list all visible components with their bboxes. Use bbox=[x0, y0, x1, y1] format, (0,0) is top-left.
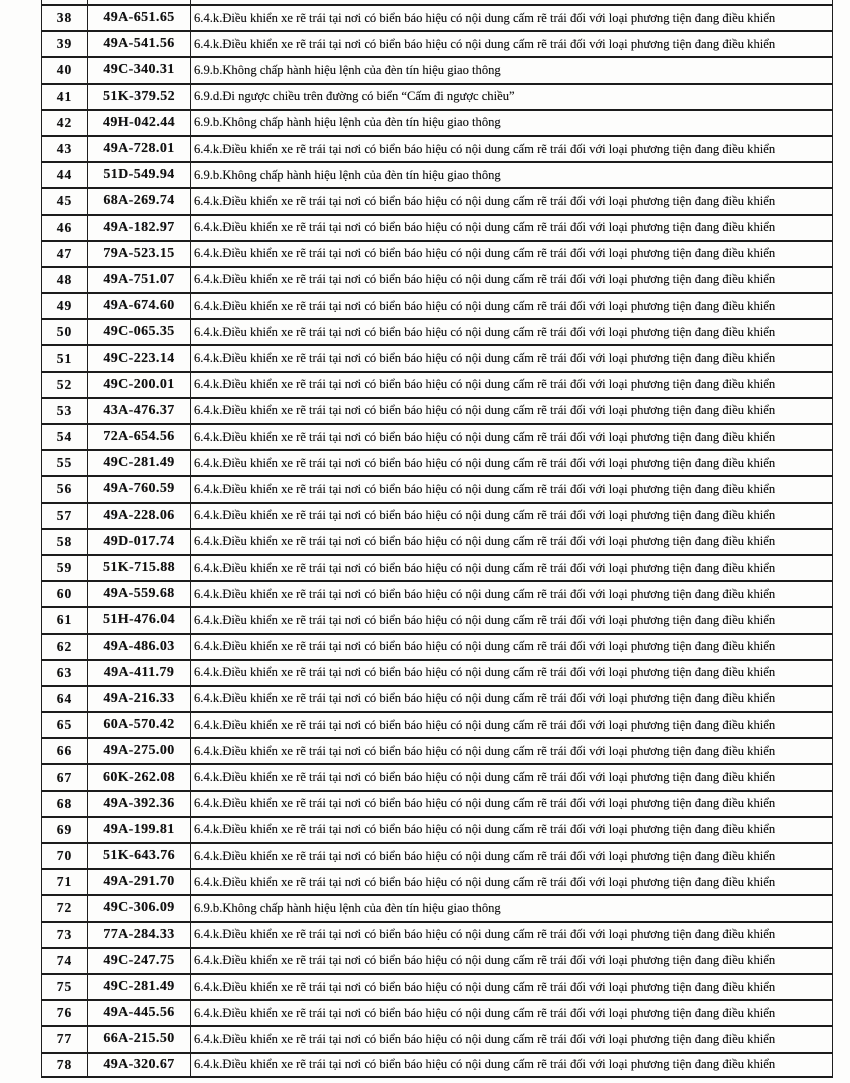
license-plate-cell: 60K-262.08 bbox=[87, 765, 190, 789]
license-plate-cell: 49A-541.56 bbox=[87, 32, 190, 56]
table-row bbox=[41, 999, 833, 1025]
top-stub-no-col bbox=[41, 0, 87, 4]
table-row bbox=[41, 790, 833, 816]
table-row bbox=[41, 475, 833, 501]
license-plate-cell: 49A-182.97 bbox=[87, 216, 190, 240]
violation-description-cell: 6.4.k.Điều khiển xe rẽ trái tại nơi có biển báo hiệu có nội dung cấm rẽ trái đối với loại phương tiện đang điều khiển bbox=[190, 608, 833, 632]
violation-description-cell: 6.4.k.Điều khiển xe rẽ trái tại nơi có biển báo hiệu có nội dung cấm rẽ trái đối với loại phương tiện đang điều khiển bbox=[190, 137, 833, 161]
row-number-cell: 75 bbox=[41, 975, 87, 999]
table-row bbox=[41, 318, 833, 344]
top-stub-violation-col bbox=[190, 0, 833, 4]
license-plate-cell: 49A-651.65 bbox=[87, 6, 190, 30]
violation-description-cell: 6.4.k.Điều khiển xe rẽ trái tại nơi có biển báo hiệu có nội dung cấm rẽ trái đối với loại phương tiện đang điều khiển bbox=[190, 635, 833, 659]
license-plate-cell: 49A-392.36 bbox=[87, 792, 190, 816]
row-number-cell: 74 bbox=[41, 949, 87, 973]
license-plate-cell: 49D-017.74 bbox=[87, 530, 190, 554]
license-plate-cell: 49C-306.09 bbox=[87, 896, 190, 920]
table-row bbox=[41, 816, 833, 842]
row-number-cell: 57 bbox=[41, 504, 87, 528]
row-number-cell: 61 bbox=[41, 608, 87, 632]
row-number-cell: 53 bbox=[41, 399, 87, 423]
row-number-cell: 43 bbox=[41, 137, 87, 161]
violation-description-cell: 6.4.k.Điều khiển xe rẽ trái tại nơi có biển báo hiệu có nội dung cấm rẽ trái đối với loại phương tiện đang điều khiển bbox=[190, 1054, 833, 1076]
table-row bbox=[41, 737, 833, 763]
table-row bbox=[41, 449, 833, 475]
table-row bbox=[41, 397, 833, 423]
row-number-cell: 67 bbox=[41, 765, 87, 789]
violation-description-cell: 6.9.d.Đi ngược chiều trên đường có biển “Cấm đi ngược chiều” bbox=[190, 85, 833, 109]
license-plate-cell: 49A-320.67 bbox=[87, 1054, 190, 1076]
license-plate-cell: 49A-760.59 bbox=[87, 477, 190, 501]
table-row bbox=[41, 56, 833, 82]
row-number-cell: 63 bbox=[41, 661, 87, 685]
license-plate-cell: 51D-549.94 bbox=[87, 163, 190, 187]
row-number-cell: 42 bbox=[41, 111, 87, 135]
row-number-cell: 69 bbox=[41, 818, 87, 842]
violation-description-cell: 6.9.b.Không chấp hành hiệu lệnh của đèn tín hiệu giao thông bbox=[190, 896, 833, 920]
license-plate-cell: 51K-715.88 bbox=[87, 556, 190, 580]
row-number-cell: 54 bbox=[41, 425, 87, 449]
license-plate-cell: 79A-523.15 bbox=[87, 242, 190, 266]
row-number-cell: 77 bbox=[41, 1027, 87, 1051]
violation-table bbox=[41, 0, 833, 1078]
row-number-cell: 47 bbox=[41, 242, 87, 266]
table-row bbox=[41, 894, 833, 920]
row-number-cell: 52 bbox=[41, 373, 87, 397]
violation-description-cell: 6.4.k.Điều khiển xe rẽ trái tại nơi có biển báo hiệu có nội dung cấm rẽ trái đối với loại phương tiện đang điều khiển bbox=[190, 765, 833, 789]
table-row bbox=[41, 292, 833, 318]
license-plate-cell: 49C-223.14 bbox=[87, 346, 190, 370]
violation-description-cell: 6.9.b.Không chấp hành hiệu lệnh của đèn tín hiệu giao thông bbox=[190, 163, 833, 187]
violation-description-cell: 6.4.k.Điều khiển xe rẽ trái tại nơi có biển báo hiệu có nội dung cấm rẽ trái đối với loại phương tiện đang điều khiển bbox=[190, 504, 833, 528]
row-number-cell: 68 bbox=[41, 792, 87, 816]
violation-description-cell: 6.4.k.Điều khiển xe rẽ trái tại nơi có biển báo hiệu có nội dung cấm rẽ trái đối với loại phương tiện đang điều khiển bbox=[190, 216, 833, 240]
violation-description-cell: 6.4.k.Điều khiển xe rẽ trái tại nơi có biển báo hiệu có nội dung cấm rẽ trái đối với loại phương tiện đang điều khiển bbox=[190, 294, 833, 318]
violation-description-cell: 6.4.k.Điều khiển xe rẽ trái tại nơi có biển báo hiệu có nội dung cấm rẽ trái đối với loại phương tiện đang điều khiển bbox=[190, 1027, 833, 1051]
license-plate-cell: 49A-445.56 bbox=[87, 1001, 190, 1025]
row-number-cell: 76 bbox=[41, 1001, 87, 1025]
license-plate-cell: 49A-674.60 bbox=[87, 294, 190, 318]
violation-description-cell: 6.9.b.Không chấp hành hiệu lệnh của đèn tín hiệu giao thông bbox=[190, 111, 833, 135]
table-row bbox=[41, 580, 833, 606]
license-plate-cell: 49C-200.01 bbox=[87, 373, 190, 397]
license-plate-cell: 49C-247.75 bbox=[87, 949, 190, 973]
row-number-cell: 39 bbox=[41, 32, 87, 56]
row-number-cell: 46 bbox=[41, 216, 87, 240]
row-number-cell: 70 bbox=[41, 844, 87, 868]
violation-description-cell: 6.4.k.Điều khiển xe rẽ trái tại nơi có biển báo hiệu có nội dung cấm rẽ trái đối với loại phương tiện đang điều khiển bbox=[190, 373, 833, 397]
table-row bbox=[41, 1025, 833, 1051]
violation-description-cell: 6.4.k.Điều khiển xe rẽ trái tại nơi có biển báo hiệu có nội dung cấm rẽ trái đối với loại phương tiện đang điều khiển bbox=[190, 1001, 833, 1025]
violation-description-cell: 6.4.k.Điều khiển xe rẽ trái tại nơi có biển báo hiệu có nội dung cấm rẽ trái đối với loại phương tiện đang điều khiển bbox=[190, 844, 833, 868]
violation-description-cell: 6.4.k.Điều khiển xe rẽ trái tại nơi có biển báo hiệu có nội dung cấm rẽ trái đối với loại phương tiện đang điều khiển bbox=[190, 32, 833, 56]
table-row bbox=[41, 921, 833, 947]
table-row bbox=[41, 868, 833, 894]
license-plate-cell: 51H-476.04 bbox=[87, 608, 190, 632]
violation-description-cell: 6.4.k.Điều khiển xe rẽ trái tại nơi có biển báo hiệu có nội dung cấm rẽ trái đối với loại phương tiện đang điều khiển bbox=[190, 661, 833, 685]
license-plate-cell: 49C-281.49 bbox=[87, 975, 190, 999]
table-row bbox=[41, 135, 833, 161]
license-plate-cell: 77A-284.33 bbox=[87, 923, 190, 947]
license-plate-cell: 49C-281.49 bbox=[87, 451, 190, 475]
row-number-cell: 78 bbox=[41, 1054, 87, 1076]
table-row bbox=[41, 344, 833, 370]
violation-description-cell: 6.4.k.Điều khiển xe rẽ trái tại nơi có biển báo hiệu có nội dung cấm rẽ trái đối với loại phương tiện đang điều khiển bbox=[190, 949, 833, 973]
row-number-cell: 51 bbox=[41, 346, 87, 370]
violation-description-cell: 6.4.k.Điều khiển xe rẽ trái tại nơi có biển báo hiệu có nội dung cấm rẽ trái đối với loại phương tiện đang điều khiển bbox=[190, 556, 833, 580]
violation-description-cell: 6.4.k.Điều khiển xe rẽ trái tại nơi có biển báo hiệu có nội dung cấm rẽ trái đối với loại phương tiện đang điều khiển bbox=[190, 399, 833, 423]
row-number-cell: 49 bbox=[41, 294, 87, 318]
table-row bbox=[41, 83, 833, 109]
violation-description-cell: 6.4.k.Điều khiển xe rẽ trái tại nơi có biển báo hiệu có nội dung cấm rẽ trái đối với loại phương tiện đang điều khiển bbox=[190, 739, 833, 763]
violation-description-cell: 6.4.k.Điều khiển xe rẽ trái tại nơi có biển báo hiệu có nội dung cấm rẽ trái đối với loại phương tiện đang điều khiển bbox=[190, 713, 833, 737]
violation-description-cell: 6.4.k.Điều khiển xe rẽ trái tại nơi có biển báo hiệu có nội dung cấm rẽ trái đối với loại phương tiện đang điều khiển bbox=[190, 530, 833, 554]
table-row bbox=[41, 214, 833, 240]
table-row bbox=[41, 109, 833, 135]
violation-description-cell: 6.4.k.Điều khiển xe rẽ trái tại nơi có biển báo hiệu có nội dung cấm rẽ trái đối với loại phương tiện đang điều khiển bbox=[190, 346, 833, 370]
license-plate-cell: 43A-476.37 bbox=[87, 399, 190, 423]
violation-description-cell: 6.4.k.Điều khiển xe rẽ trái tại nơi có biển báo hiệu có nội dung cấm rẽ trái đối với loại phương tiện đang điều khiển bbox=[190, 425, 833, 449]
violation-description-cell: 6.4.k.Điều khiển xe rẽ trái tại nơi có biển báo hiệu có nội dung cấm rẽ trái đối với loại phương tiện đang điều khiển bbox=[190, 975, 833, 999]
row-number-cell: 66 bbox=[41, 739, 87, 763]
row-number-cell: 48 bbox=[41, 268, 87, 292]
table-row bbox=[41, 947, 833, 973]
license-plate-cell: 68A-269.74 bbox=[87, 189, 190, 213]
table-row bbox=[41, 763, 833, 789]
row-number-cell: 55 bbox=[41, 451, 87, 475]
violation-description-cell: 6.4.k.Điều khiển xe rẽ trái tại nơi có biển báo hiệu có nội dung cấm rẽ trái đối với loại phương tiện đang điều khiển bbox=[190, 189, 833, 213]
row-number-cell: 64 bbox=[41, 687, 87, 711]
row-number-cell: 56 bbox=[41, 477, 87, 501]
table-row bbox=[41, 161, 833, 187]
violation-description-cell: 6.4.k.Điều khiển xe rẽ trái tại nơi có biển báo hiệu có nội dung cấm rẽ trái đối với loại phương tiện đang điều khiển bbox=[190, 870, 833, 894]
violation-description-cell: 6.4.k.Điều khiển xe rẽ trái tại nơi có biển báo hiệu có nội dung cấm rẽ trái đối với loại phương tiện đang điều khiển bbox=[190, 792, 833, 816]
table-row bbox=[41, 240, 833, 266]
row-number-cell: 40 bbox=[41, 58, 87, 82]
table-row bbox=[41, 4, 833, 30]
table-top-cut-edge bbox=[41, 0, 833, 4]
row-number-cell: 45 bbox=[41, 189, 87, 213]
table-row bbox=[41, 842, 833, 868]
license-plate-cell: 49H-042.44 bbox=[87, 111, 190, 135]
license-plate-cell: 49A-486.03 bbox=[87, 635, 190, 659]
row-number-cell: 65 bbox=[41, 713, 87, 737]
table-row bbox=[41, 1052, 833, 1078]
license-plate-cell: 49A-751.07 bbox=[87, 268, 190, 292]
violation-description-cell: 6.4.k.Điều khiển xe rẽ trái tại nơi có biển báo hiệu có nội dung cấm rẽ trái đối với loại phương tiện đang điều khiển bbox=[190, 6, 833, 30]
table-row bbox=[41, 266, 833, 292]
row-number-cell: 62 bbox=[41, 635, 87, 659]
table-row bbox=[41, 606, 833, 632]
violation-description-cell: 6.4.k.Điều khiển xe rẽ trái tại nơi có biển báo hiệu có nội dung cấm rẽ trái đối với loại phương tiện đang điều khiển bbox=[190, 268, 833, 292]
violation-description-cell: 6.4.k.Điều khiển xe rẽ trái tại nơi có biển báo hiệu có nội dung cấm rẽ trái đối với loại phương tiện đang điều khiển bbox=[190, 923, 833, 947]
license-plate-cell: 60A-570.42 bbox=[87, 713, 190, 737]
license-plate-cell: 49A-411.79 bbox=[87, 661, 190, 685]
table-row bbox=[41, 371, 833, 397]
violation-description-cell: 6.4.k.Điều khiển xe rẽ trái tại nơi có biển báo hiệu có nội dung cấm rẽ trái đối với loại phương tiện đang điều khiển bbox=[190, 687, 833, 711]
violation-description-cell: 6.4.k.Điều khiển xe rẽ trái tại nơi có biển báo hiệu có nội dung cấm rẽ trái đối với loại phương tiện đang điều khiển bbox=[190, 818, 833, 842]
license-plate-cell: 66A-215.50 bbox=[87, 1027, 190, 1051]
row-number-cell: 41 bbox=[41, 85, 87, 109]
violation-description-cell: 6.4.k.Điều khiển xe rẽ trái tại nơi có biển báo hiệu có nội dung cấm rẽ trái đối với loại phương tiện đang điều khiển bbox=[190, 451, 833, 475]
table-row bbox=[41, 502, 833, 528]
license-plate-cell: 49C-065.35 bbox=[87, 320, 190, 344]
license-plate-cell: 49A-291.70 bbox=[87, 870, 190, 894]
table-row bbox=[41, 528, 833, 554]
table-row bbox=[41, 30, 833, 56]
license-plate-cell: 49A-559.68 bbox=[87, 582, 190, 606]
row-number-cell: 72 bbox=[41, 896, 87, 920]
row-number-cell: 44 bbox=[41, 163, 87, 187]
license-plate-cell: 49A-199.81 bbox=[87, 818, 190, 842]
license-plate-cell: 51K-643.76 bbox=[87, 844, 190, 868]
table-row bbox=[41, 633, 833, 659]
row-number-cell: 59 bbox=[41, 556, 87, 580]
license-plate-cell: 49A-275.00 bbox=[87, 739, 190, 763]
table-row bbox=[41, 554, 833, 580]
row-number-cell: 60 bbox=[41, 582, 87, 606]
violation-description-cell: 6.4.k.Điều khiển xe rẽ trái tại nơi có biển báo hiệu có nội dung cấm rẽ trái đối với loại phương tiện đang điều khiển bbox=[190, 320, 833, 344]
violation-description-cell: 6.4.k.Điều khiển xe rẽ trái tại nơi có biển báo hiệu có nội dung cấm rẽ trái đối với loại phương tiện đang điều khiển bbox=[190, 582, 833, 606]
license-plate-cell: 49A-216.33 bbox=[87, 687, 190, 711]
row-number-cell: 73 bbox=[41, 923, 87, 947]
license-plate-cell: 49C-340.31 bbox=[87, 58, 190, 82]
violation-description-cell: 6.4.k.Điều khiển xe rẽ trái tại nơi có biển báo hiệu có nội dung cấm rẽ trái đối với loại phương tiện đang điều khiển bbox=[190, 477, 833, 501]
table-body bbox=[41, 4, 833, 1078]
license-plate-cell: 72A-654.56 bbox=[87, 425, 190, 449]
top-stub-plate-col bbox=[87, 0, 190, 4]
row-number-cell: 71 bbox=[41, 870, 87, 894]
table-row bbox=[41, 711, 833, 737]
license-plate-cell: 49A-728.01 bbox=[87, 137, 190, 161]
row-number-cell: 58 bbox=[41, 530, 87, 554]
table-row bbox=[41, 187, 833, 213]
violation-description-cell: 6.9.b.Không chấp hành hiệu lệnh của đèn tín hiệu giao thông bbox=[190, 58, 833, 82]
row-number-cell: 50 bbox=[41, 320, 87, 344]
table-row bbox=[41, 423, 833, 449]
license-plate-cell: 51K-379.52 bbox=[87, 85, 190, 109]
table-row bbox=[41, 973, 833, 999]
table-row bbox=[41, 659, 833, 685]
table-row bbox=[41, 685, 833, 711]
license-plate-cell: 49A-228.06 bbox=[87, 504, 190, 528]
violation-description-cell: 6.4.k.Điều khiển xe rẽ trái tại nơi có biển báo hiệu có nội dung cấm rẽ trái đối với loại phương tiện đang điều khiển bbox=[190, 242, 833, 266]
row-number-cell: 38 bbox=[41, 6, 87, 30]
